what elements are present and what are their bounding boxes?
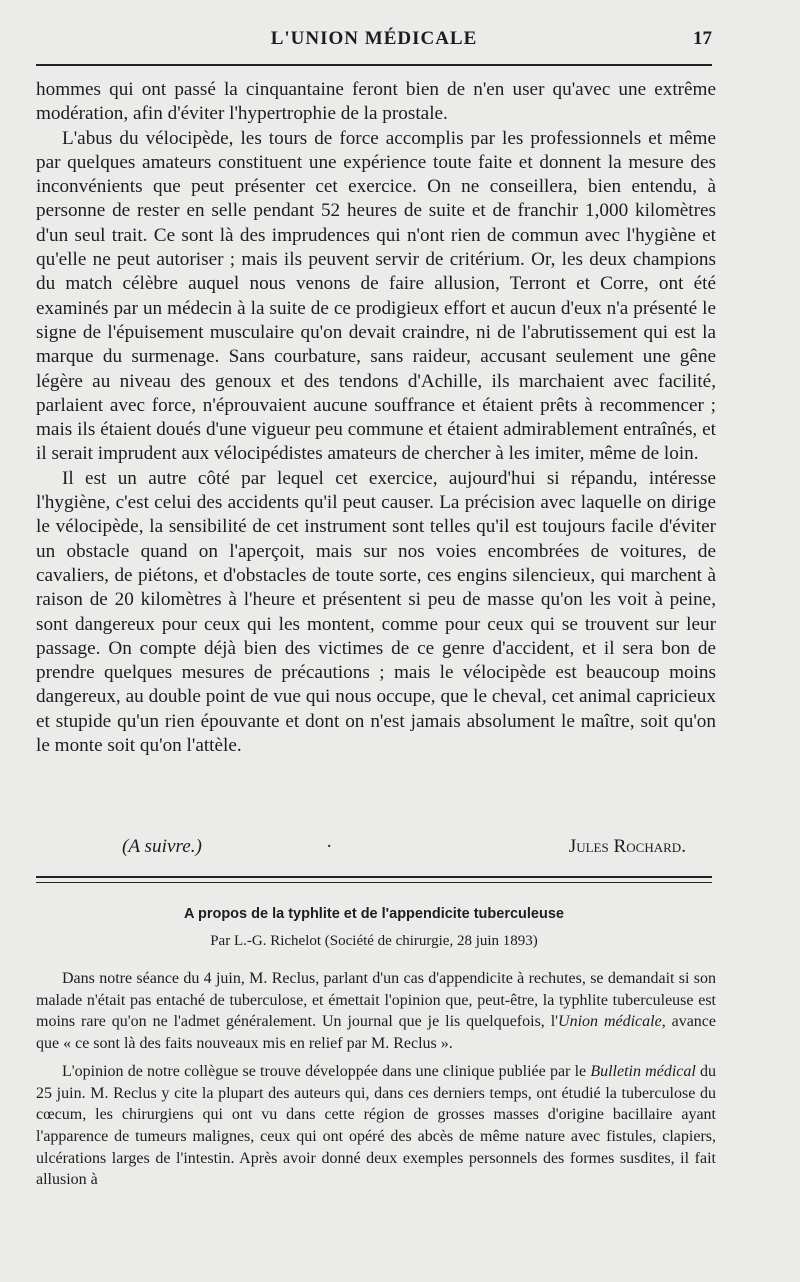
article-continuation [36, 78, 716, 758]
journal-title: L'UNION MÉDICALE [270, 28, 478, 49]
article-title: A propos de la typhlite et de l'appendicite tuberculeuse [184, 906, 564, 922]
journal-name: Union médicale [558, 1013, 662, 1031]
running-header [36, 20, 712, 60]
article-body [36, 968, 716, 1191]
article-byline: Par L.-G. Richelot (Société de chirurgie, 28 juin 1893) [210, 933, 538, 949]
signature-line [36, 836, 686, 862]
separator-dot: · [326, 836, 333, 857]
paragraph: L'abus du vélocipède, les tours de force accomplis par les professionnels et même par quelques amateurs constituent une expérience toute faite et donnent la mesure des inconvénients que peut présenter cet exercice. On ne conseillera, bien entendu, à personne de rester en selle pendant 52 heures de suite et de franchir 1,000 kilomètres d'un seul trait. Ce sont là des imprudences qui n'ont rien de commun avec l'hygiène et qu'elle ne peut autoriser ; mais ils peuvent servir de critérium. Or, les deux champions du match célèbre auquel nous venons de faire allusion, Terront et Corre, ont été examinés par un médecin à la suite de ce prodigieux effort et aucun d'eux n'a présenté le signe de l'épuisement musculaire qu'on devait craindre, ni de l'abrutissement qui est la marque du surmenage. Sans courbature, sans raideur, accusant seulement une gêne légère au niveau des genoux et des tendons d'Achille, ils marchaient avec facilité, parlaient avec force, n'éprouvaient aucune souffrance et étaient prêts à recommencer ; mais ils étaient doués d'une vigueur peu commune et étaient admirablement entraînés, et il serait imprudent aux vélocipédistes amateurs de chercher à les imiter, même de loin. [36, 127, 716, 465]
author-signature: Jules Rochard. [568, 836, 686, 857]
paragraph [36, 1061, 716, 1191]
to-be-continued: (A suivre.) [122, 836, 202, 857]
text-run: L'opinion de notre collègue se trouve développée dans une clinique publiée par le [62, 1062, 591, 1080]
page-number: 17 [693, 28, 712, 49]
header-rule [36, 64, 712, 66]
text-run: du 25 juin. M. Reclus y cite la plupart des auteurs qui, dans ces derniers temps, ont étudié la tuberculose du cœcum, les chirurgiens qui ont vu dans cette région de grosses masses d'origine bacillaire ayant l'apparence de tumeurs malignes, ceux qui ont opéré des abcès de même nature avec fistules, clapiers, ulcérations larges de l'intestin. Après avoir donné deux exemples personnels des formes susdites, il fait allusion à [36, 1062, 717, 1189]
paragraph: hommes qui ont passé la cinquantaine feront bien de n'en user qu'avec une extrême modération, afin d'éviter l'hypertrophie de la prostale. [36, 79, 716, 125]
paragraph: Il est un autre côté par lequel cet exercice, aujourd'hui si répandu, intéresse l'hygiène, c'est celui des accidents qu'il peut causer. La précision avec laquelle on dirige le vélocipède, la sensibilité de cet instrument sont telles qu'il est toujours facile d'éviter un obstacle quand on l'aperçoit, mais sur nos voies encombrées de voitures, de cavaliers, de piétons, et d'obstacles de toute sorte, ces engins silencieux, qui marchent à raison de 20 kilomètres à l'heure et présentent si peu de masse qu'on les voit à peine, sont dangereux pour ceux qui les montent, comme pour ceux qui se trouvent sur leur passage. On compte déjà bien des victimes de ce genre d'accident, et il sera bon de prendre quelques mesures de précautions ; mais le vélocipède est beaucoup moins dangereux, au double point de vue qui nous occupe, que le cheval, cet animal capricieux et stupide qu'un rien épouvante et dont on n'est jamais absolument le maître, soit qu'on le monte soit qu'on l'attèle. [36, 467, 716, 757]
text-run: Dans notre séance du 4 juin, M. Reclus, parlant d'un cas d'appendicite à rechutes, se demandait si son malade n'était pas entaché de tuberculose, et émettait l'opinion que, peut-être, la typhlite tuberculeuse est moins rare qu'on ne l'admet généralement. Un journal que je lis quelquefois, l' [36, 970, 716, 1031]
journal-name: Bulletin médical [590, 1062, 696, 1080]
section-double-rule [36, 876, 712, 883]
text-run: , avance que « ce sont là des faits nouveaux mis en relief par M. Reclus ». [36, 1013, 717, 1053]
paragraph [36, 968, 716, 1055]
